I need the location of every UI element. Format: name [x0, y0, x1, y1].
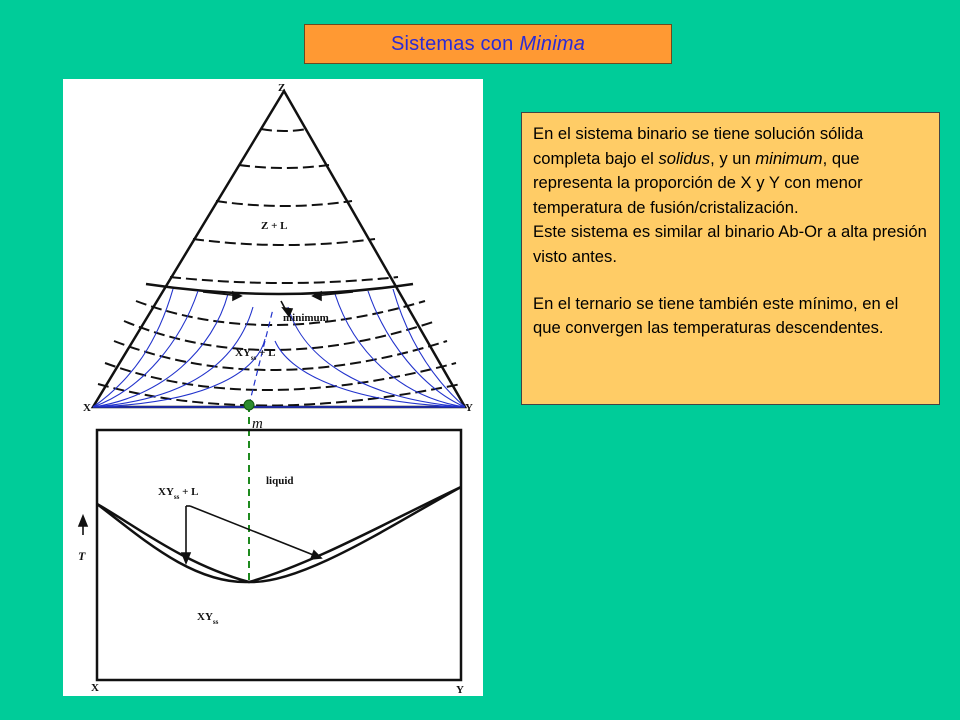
t-axis-label: T [78, 549, 86, 563]
liquidus-curve [97, 487, 461, 582]
solid-label: $XY_{ss}$ [197, 611, 219, 626]
m-point [244, 400, 254, 410]
field-xyss-l-label: $XY_{ss} + L$ [235, 347, 276, 362]
t-axis-arrow [79, 516, 87, 535]
title-text: Sistemas con [390, 32, 514, 55]
term-minimum: minimum [755, 148, 823, 168]
m-label: m [252, 416, 263, 432]
binary-y-label: Y [456, 684, 464, 696]
explanation-paragraph-3: En el ternario se tiene también este mínimo, en el que convergen las temperaturas descendentes. [533, 293, 899, 338]
phase-diagram-svg [63, 79, 483, 696]
apex-z-label: Z [278, 82, 286, 94]
explanation-paragraph-1: En el sistema binario se tiene solución sólida completa bajo el solidus, y un minimum, que representa la proporción de X y Y con menor temperatura de fusión/cristalización. [533, 124, 864, 217]
slide-title [304, 24, 672, 64]
corner-x-label: X [83, 402, 91, 414]
cotectic-arrows [203, 292, 353, 316]
solidus-curve [97, 487, 461, 582]
binary-frame [97, 430, 461, 680]
explanation-paragraph-2: Este sistema es similar al binario Ab-Or a alta presión visto antes. [533, 222, 927, 266]
term-solidus: solidus [658, 148, 711, 168]
binary-arrows [182, 506, 321, 563]
corner-y-label: Y [465, 402, 473, 414]
binary-two-phase-label: $XY_{ss} + L$ [158, 486, 199, 501]
title-italic: Minima [519, 32, 586, 55]
liquid-label: liquid [266, 475, 294, 487]
isotherms-upper [170, 129, 398, 283]
field-z-l-label: Z + L [261, 220, 288, 232]
phase-diagram-figure [63, 79, 483, 696]
minimum-label: minimum [283, 312, 329, 324]
ternary-triangle [93, 91, 465, 407]
paragraph-gap [533, 270, 929, 292]
cotectic-curve [146, 284, 413, 294]
isotherms-lower [98, 301, 461, 406]
binary-x-label: X [91, 682, 99, 694]
explanation-box [521, 112, 940, 405]
